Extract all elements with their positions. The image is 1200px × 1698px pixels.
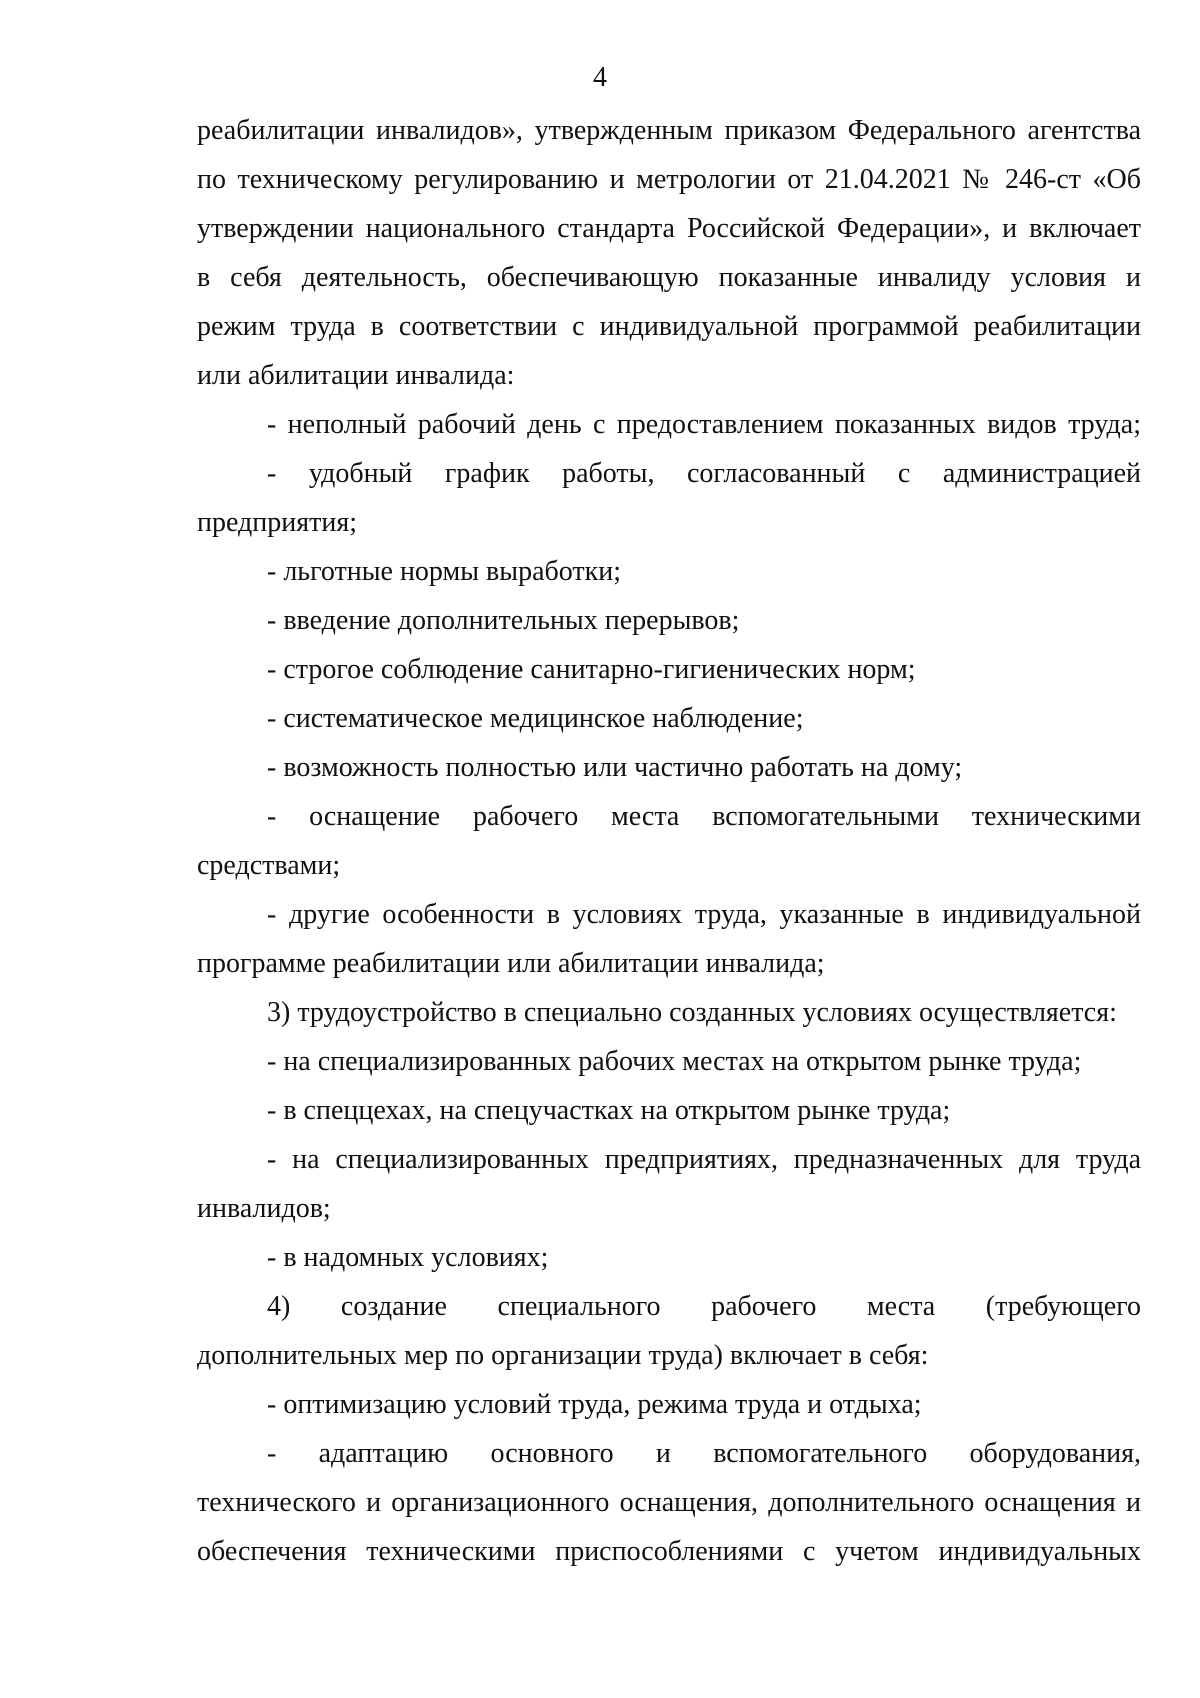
text-line: 3) трудоустройство в специально созданных условиях осуществляется:: [267, 997, 1117, 1028]
text-line: обеспечения техническими приспособлениями с учетом индивидуальных: [197, 1536, 1141, 1567]
text-line: утверждении национального стандарта Российской Федерации», и включает: [197, 213, 1141, 244]
document-body: [197, 106, 1141, 1576]
text-line: - на специализированных предприятиях, предназначенных для труда: [267, 1144, 1141, 1175]
text-line: - систематическое медицинское наблюдение;: [267, 703, 804, 734]
text-line: - на специализированных рабочих местах на открытом рынке труда;: [267, 1046, 1082, 1077]
text-line: - в надомных условиях;: [267, 1242, 549, 1273]
text-line: - адаптацию основного и вспомогательного оборудования,: [267, 1438, 1141, 1469]
text-line: - льготные нормы выработки;: [267, 556, 621, 587]
text-line: дополнительных мер по организации труда) включает в себя:: [197, 1340, 929, 1371]
text-line: или абилитации инвалида:: [197, 360, 515, 391]
text-line: - неполный рабочий день с предоставлением показанных видов труда;: [267, 409, 1141, 440]
text-line: реабилитации инвалидов», утвержденным приказом Федерального агентства: [197, 115, 1141, 146]
text-line: по техническому регулированию и метрологии от 21.04.2021 № 246-ст «Об: [197, 164, 1141, 195]
text-line: 4) создание специального рабочего места (требующего: [267, 1291, 1141, 1322]
text-line: технического и организационного оснащения, дополнительного оснащения и: [197, 1487, 1141, 1518]
text-line: режим труда в соответствии с индивидуальной программой реабилитации: [197, 311, 1141, 342]
text-line: - в спеццехах, на спецучастках на открытом рынке труда;: [267, 1095, 951, 1126]
text-line: - оптимизацию условий труда, режима труда и отдыха;: [267, 1389, 922, 1420]
text-line: - введение дополнительных перерывов;: [267, 605, 740, 636]
page-number: 4: [593, 62, 607, 93]
text-line: - строгое соблюдение санитарно-гигиенических норм;: [267, 654, 916, 685]
text-line: программе реабилитации или абилитации инвалида;: [197, 948, 825, 979]
text-line: - оснащение рабочего места вспомогательными техническими: [267, 801, 1141, 832]
text-line: - другие особенности в условиях труда, указанные в индивидуальной: [267, 899, 1141, 930]
text-line: средствами;: [197, 850, 341, 881]
text-line: в себя деятельность, обеспечивающую показанные инвалиду условия и: [197, 262, 1141, 293]
text-line: инвалидов;: [197, 1193, 331, 1224]
text-line: - возможность полностью или частично работать на дому;: [267, 752, 963, 783]
text-line: предприятия;: [197, 507, 358, 538]
text-line: - удобный график работы, согласованный с администрацией: [267, 458, 1141, 489]
